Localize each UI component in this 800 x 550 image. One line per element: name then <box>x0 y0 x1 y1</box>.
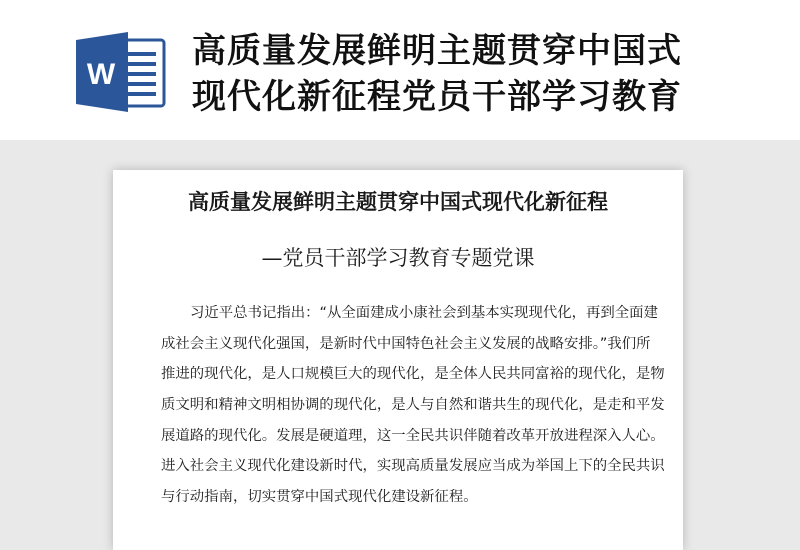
document-title: 高质量发展鲜明主题贯穿中国式现代化新征程 <box>188 190 608 214</box>
document-subtitle: —党员干部学习教育专题党课 <box>261 246 535 270</box>
body-line: 展道路的现代化。发展是硬道理，这一全民共识伴随着改革开放进程深入人心。 <box>161 427 665 444</box>
document-page <box>113 170 683 550</box>
word-icon <box>76 32 166 112</box>
body-line: 质文明和精神文明相协调的现代化，是人与自然和谐共生的现代化，是走和平发 <box>161 397 665 414</box>
body-line: 与行动指南，切实贯穿中国式现代化建设新征程。 <box>161 489 478 506</box>
banner-title-line-2: 现代化新征程党员干部学习教育 <box>192 77 682 117</box>
banner-title <box>192 28 792 120</box>
document-body <box>161 298 665 513</box>
body-line: 进入社会主义现代化建设新时代，实现高质量发展应当成为举国上下的全民共识 <box>161 458 665 475</box>
body-line: 推进的现代化，是人口规模巨大的现代化，是全体人民共同富裕的现代化，是物 <box>161 366 665 383</box>
body-line: 习近平总书记指出：“从全面建成小康社会到基本实现现代化，再到全面建 <box>190 305 658 321</box>
banner-title-line-1: 高质量发展鲜明主题贯穿中国式 <box>192 31 682 71</box>
banner-header <box>0 0 800 140</box>
body-line: 成社会主义现代化强国，是新时代中国特色社会主义发展的战略安排。”我们所 <box>161 335 651 352</box>
word-icon-letter: W <box>86 58 116 91</box>
